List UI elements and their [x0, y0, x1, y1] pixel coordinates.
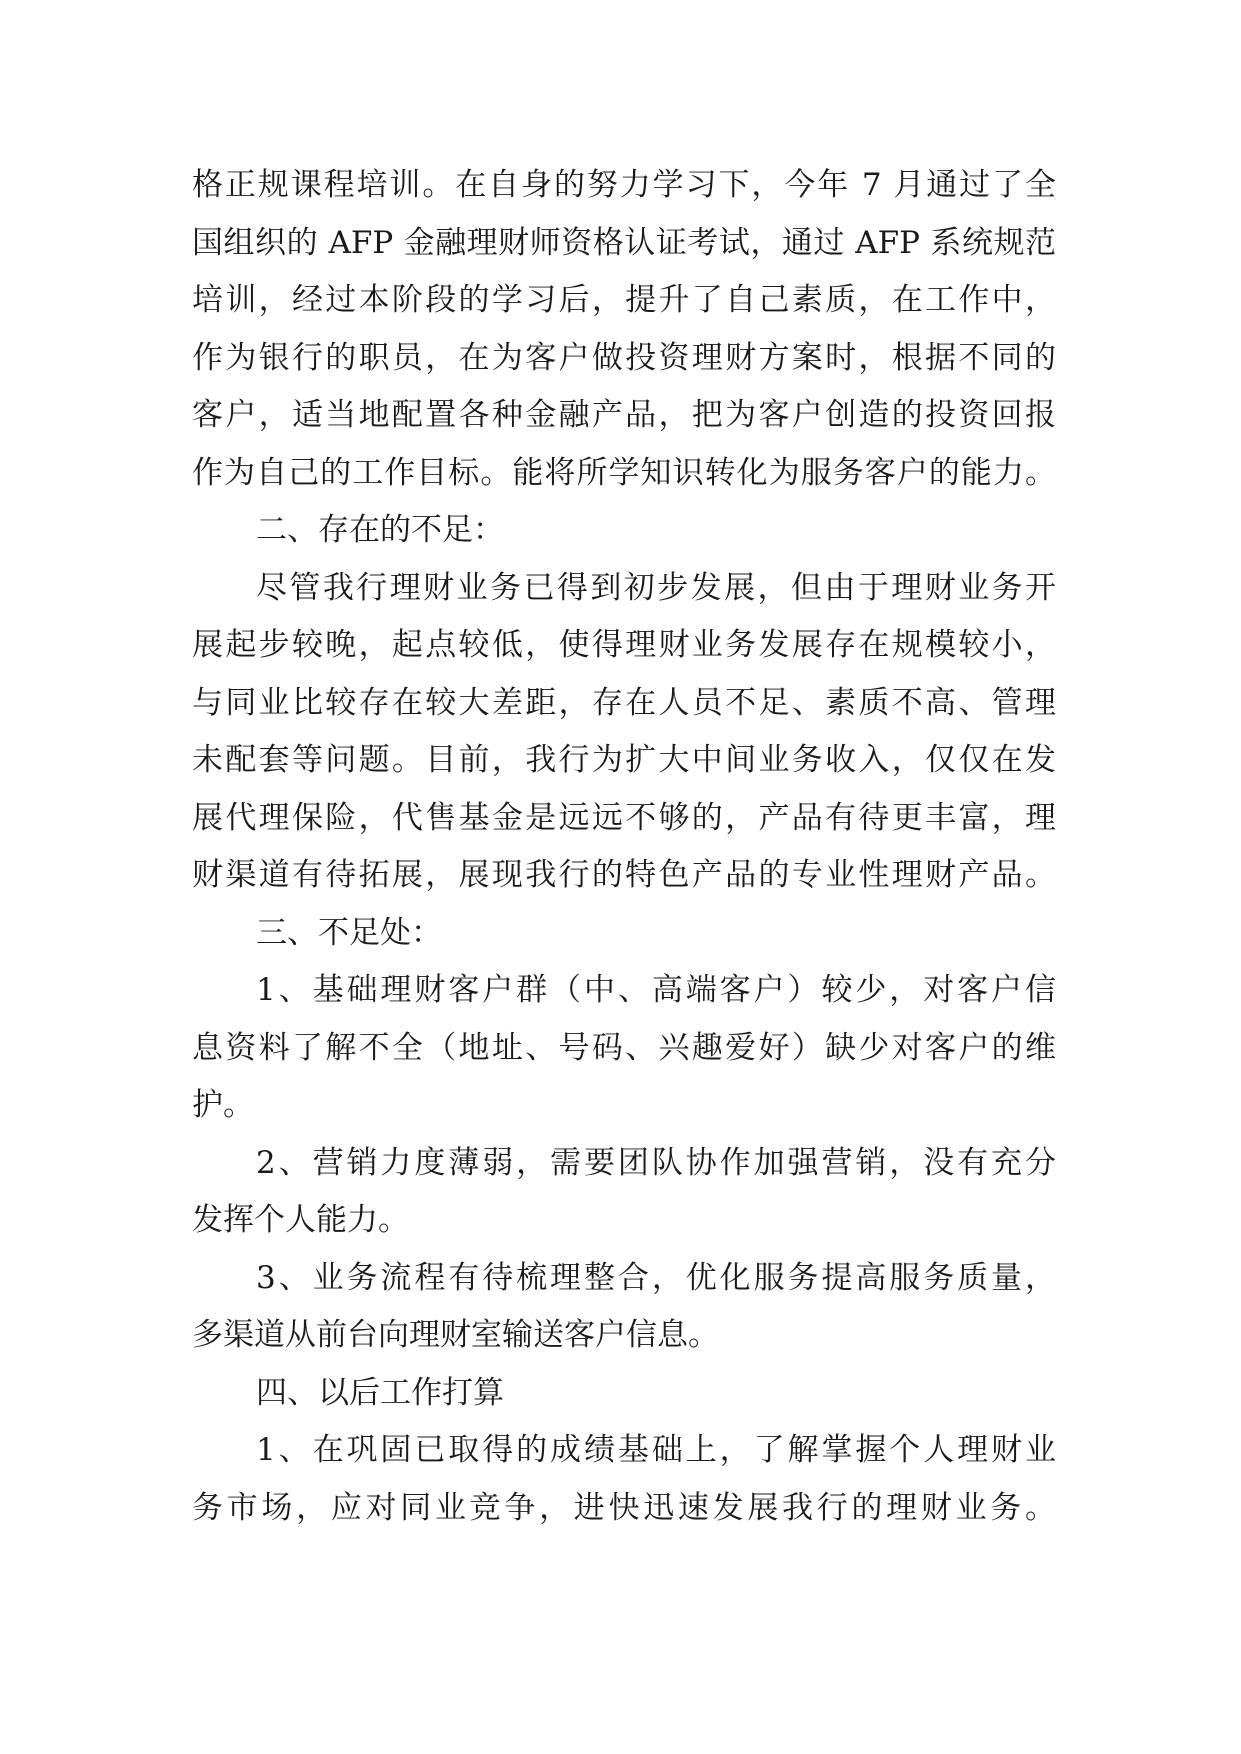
text-line: 未配套等问题。目前，我行为扩大中间业务收入，仅仅在发 — [192, 742, 1056, 778]
section-heading: 二、存在的不足： — [256, 512, 504, 548]
text-line: 2、营销力度薄弱，需要团队协作加强营销，没有充分 — [256, 1145, 1056, 1181]
text-line: 作为银行的职员，在为客户做投资理财方案时，根据不同的 — [192, 340, 1056, 376]
text-line: 多渠道从前台向理财室输送客户信息。 — [192, 1317, 719, 1353]
text-line: 1、在巩固已取得的成绩基础上，了解掌握个人理财业 — [256, 1432, 1056, 1468]
text-line: 作为自己的工作目标。能将所学知识转化为服务客户的能力。 — [192, 455, 1056, 491]
text-line: 1、基础理财客户群（中、高端客户）较少，对客户信 — [256, 972, 1056, 1008]
text-line: 务市场，应对同业竞争，进快迅速发展我行的理财业务。 — [192, 1490, 1056, 1526]
text-line: 展代理保险，代售基金是远远不够的，产品有待更丰富，理 — [192, 800, 1056, 836]
text-line: 息资料了解不全（地址、号码、兴趣爱好）缺少对客户的维 — [192, 1030, 1056, 1066]
text-line: 发挥个人能力。 — [192, 1202, 409, 1238]
text-line: 与同业比较存在较大差距，存在人员不足、素质不高、管理 — [192, 685, 1056, 721]
text-line: 3、业务流程有待梳理整合，优化服务提高服务质量， — [256, 1260, 1056, 1296]
text-line: 财渠道有待拓展，展现我行的特色产品的专业性理财产品。 — [192, 857, 1056, 893]
text-line: 培训，经过本阶段的学习后，提升了自己素质，在工作中， — [192, 282, 1056, 318]
text-line: 展起步较晚，起点较低，使得理财业务发展存在规模较小， — [192, 627, 1056, 663]
text-line: 国组织的 AFP 金融理财师资格认证考试，通过 AFP 系统规范 — [192, 225, 1056, 261]
text-line: 格正规课程培训。在自身的努力学习下，今年 7 月通过了全 — [192, 167, 1056, 203]
text-line: 尽管我行理财业务已得到初步发展，但由于理财业务开 — [256, 570, 1056, 606]
text-line: 护。 — [192, 1087, 254, 1123]
section-heading: 三、不足处： — [256, 915, 442, 951]
text-line: 客户，适当地配置各种金融产品，把为客户创造的投资回报 — [192, 397, 1056, 433]
section-heading: 四、以后工作打算 — [256, 1375, 504, 1411]
